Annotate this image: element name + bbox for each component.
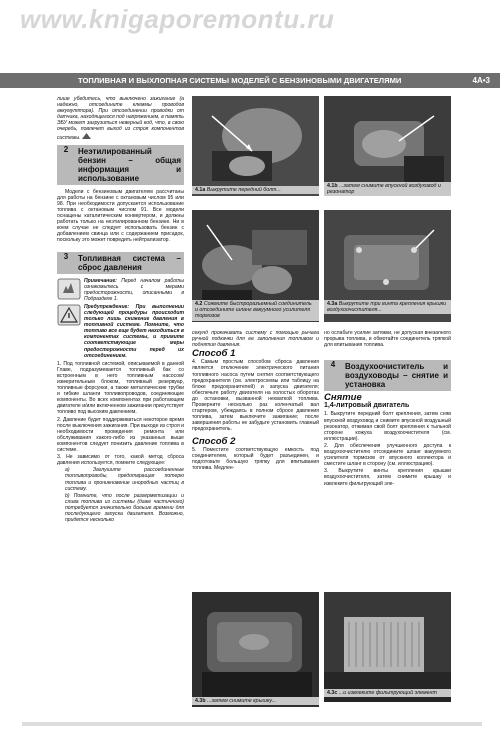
col1-para-3: 3. Не зависимо от того, какой метод сброса давления используется, помните следующее: (57, 454, 184, 467)
section-3-heading (57, 252, 184, 274)
warning-text: При выполнении следующей процедуры происходит только лишь снижение давления в топливной системе. Помните, что топливо все еще будет находиться в компонентах системы, и примите соответствующие меры предосторожности перед их отсоединением. (84, 303, 184, 359)
caption-4-1a-text: Выкрутите передний болт... (206, 187, 281, 193)
caption-4-2 (192, 300, 319, 321)
photo-4-3c (324, 592, 451, 702)
caption-4-3a-text: Выкрутите три винта крепления крышки воздухоочистителя... (327, 301, 447, 314)
warning-label: Предупреждение: (84, 303, 130, 310)
section-3-number: 3 (63, 251, 69, 261)
method-1-heading: Способ 1 (192, 348, 236, 360)
page-header-title: ТОПЛИВНАЯ И ВЫХЛОПНАЯ СИСТЕМЫ МОДЕЛЕЙ С БЕНЗИНОВЫМИ ДВИГАТЕЛЯМИ (78, 76, 402, 85)
col2-para-4: 4. Самым простым способом сброса давления является отключение электрического питания топливного насоса путем снятия соответствующего предохранителя (см. электросхемы или таблицу на блоке предохранителей) и запуска двигателя; обеспечьте работу двигателя на холостых оборотах до остановки, вызванной нехваткой топлива. Проверните несколько раз коленчатый вал стартером, убеждаясь в полном сбросе давления топлива, затем выключите зажигание; после завершения работы не забудьте установить главный предохранитель. (192, 359, 319, 433)
caption-4-3a (324, 300, 451, 314)
section-4-title: Воздухоочиститель и воздуховоды – снятие и установка (345, 362, 448, 390)
caption-4-1b (324, 182, 451, 196)
page-bottom-rule (22, 722, 482, 726)
caption-4-1b-text: ...затем снимите впускной воздуховод и резонатор (327, 183, 441, 196)
caption-4-3b-num: 4.3b (195, 698, 206, 704)
removal-heading: Снятие (324, 392, 362, 404)
section-2-number: 2 (63, 144, 69, 154)
col1-para-2: 2. Давление будет поддерживаться некоторое время после выключения зажигания. При выходе из строя и необходимости проведения ремонта или обслуживания какого-либо из указанных выше компонентов следует понизить давление топлива в системе. (57, 416, 184, 454)
caption-4-3b-text: ...затем снимите крышку... (207, 698, 277, 704)
page-number: 4А•3 (472, 76, 490, 85)
photo-4-3b (192, 592, 319, 707)
col1-para-1: 1. Под топливной системой, описываемой в данной Главе, подразумевается топливный бак со встроенным в него топливным насосом/измерительным блоком, топливный резервуар, топливные форсунки, а также металлические трубки и гибкие шланги топливопроводов, соединяющие компоненты. Во всех компонентах при работающем двигателе и/или включенном зажигании присутствует топливо под высоким давлением. (57, 360, 184, 416)
col1-para-3b: b) Помните, что после разгерметизации и слива топлива из системы (даже частичного) потребуется значительно больше времени для последующего запуска двигателя. Возможно, придется несколько (65, 492, 184, 524)
caption-4-3c-num: 4.3c (327, 690, 338, 696)
warning-block (57, 304, 184, 359)
section-2-body: Модели с бензиновым двигателем рассчитаны для работы на бензине с октановым числом 95 или 98. При необходимости допускается использование топлива с октановым числом 91. Все модели оснащены каталитическим конвертером, и должны работать только на неэтилированном бензине. Ни в коем случае не следует использовать бензин с добавлением свинца или с содержанием присадок, поскольку это может повредить нейтрализатор. (57, 188, 184, 244)
caption-4-3c (324, 689, 451, 697)
note-hand-icon (57, 278, 81, 300)
page-header (0, 73, 500, 88)
caption-4-1b-num: 4.1b (327, 183, 338, 189)
column-3 (324, 330, 451, 488)
note-text: Перед началом работы ознакомьтесь с мерами предосторожности, описанными в Подразделе 1. (84, 277, 184, 302)
col2-para-5: 5. Поместите соответствующую емкость под соединителем, который будет разъединен, и подготовьте большую тряпку для впитывания топлива. Медлен- (192, 446, 319, 471)
site-watermark: www.knigaporemontu.ru (20, 4, 335, 34)
column-2 (192, 330, 319, 472)
section-4-number: 4 (330, 360, 336, 370)
note-block (57, 278, 184, 302)
caption-4-1a-num: 4.1a (195, 187, 206, 193)
caption-4-1a (192, 186, 319, 194)
col1-para-3a: а) Заглушите рассоединенные топливопроводы, предотвращая потерю топлива и проникновение инородных частиц в систему. (65, 467, 184, 492)
column-1 (57, 96, 184, 524)
col3-para-2: 2. Для обеспечения улучшенного доступа к воздухоочистителю отсоедините шланг вакуумного усилителя тормозов от впускного коллектора и сместите шланг в сторону (см. иллюстрацию). (324, 442, 451, 468)
warning-hand-icon (57, 304, 81, 326)
section-4-heading (324, 360, 451, 391)
caption-4-3b (192, 697, 319, 705)
col3-para-1: 1. Выкрутите передний болт крепления, затем сняв впускной воздуховод и снимите впускной воздушный резонатор, отжимая свой болт крепления к тыльной стороне кожуха воздухоочистителя (см. иллюстрации). (324, 411, 451, 442)
col2-top-text: секунд прокачивать систему с помощью рычага ручной подкачки для ее заполнения топливом и поднятия давления. (192, 330, 319, 349)
intro-paragraph: лише убедитесь, что выключено зажигание (а надежно, отсоедините клеммы проводов аккумулятора). При отсоединении проводки от датчика, находящегося под напряжением, в память ЭБУ может загрузиться неверный код, что, в свою очередь, повлечет выход из строя компонентов системы. (57, 96, 184, 141)
caption-4-2-num: 4.2 (195, 301, 203, 307)
intro-text (57, 96, 184, 141)
caption-4-3a-num: 4.3a (327, 301, 338, 307)
method-2-heading: Способ 2 (192, 435, 236, 447)
col3-para-3: 3. Выкрутите винты крепления крышки воздухоочистителя, затем снимите крышку и извлеките фильтрующий эле- (324, 468, 451, 487)
note-label: Примечание: (84, 277, 117, 284)
photo-4-1a (192, 96, 319, 196)
col3-top-text: но ослабьте усилие затяжки, не допуская внезапного прорыва топлива, и обмотайте соединитель тряпкой для впитывания топлива. (324, 330, 451, 349)
section-2-title: Неэтилированный бензин – общая информация и использование (78, 146, 181, 183)
caption-4-3c-text: ...и извлеките фильтрующий элемент (338, 690, 437, 696)
photo-4-1b (324, 96, 451, 196)
caption-4-2-text: Сожмите быстроразъемный соединитель и отсоедините шланг вакуумного усилителя тормозов (195, 301, 312, 320)
engine-subheading: 1,4-литровый двигатель (324, 402, 410, 410)
warning-triangle-icon (82, 133, 91, 141)
section-3-title: Топливная система – сброс давления (78, 253, 181, 272)
section-2-heading (57, 145, 184, 185)
